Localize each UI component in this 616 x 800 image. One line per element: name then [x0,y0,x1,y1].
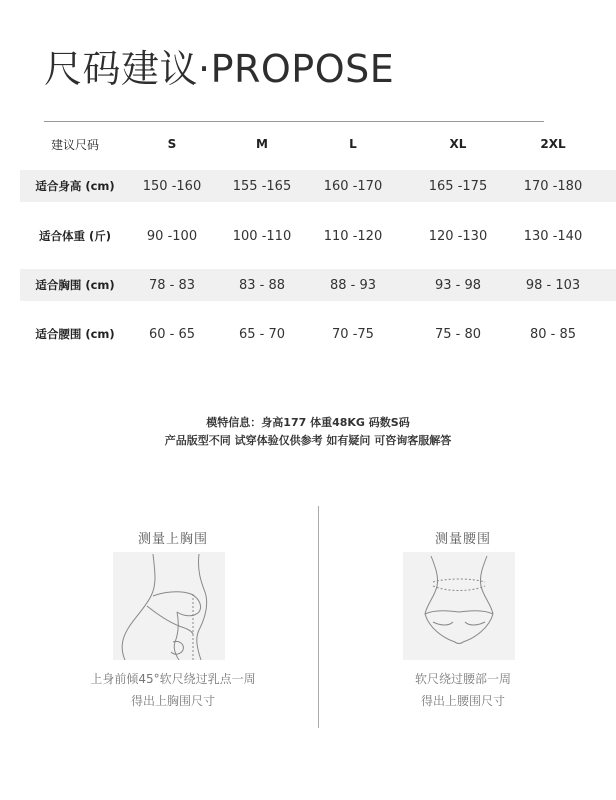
table-cell: 60 - 65 [148,326,196,342]
disclaimer-line: 产品版型不同 试穿体验仅供参考 如有疑问 可咨询客服解答 [164,434,452,447]
size-s: S [167,137,177,151]
size-l: L [349,137,357,151]
table-cell: 80 - 85 [529,326,577,342]
table-row-chest [20,269,616,301]
table-row-height [20,170,616,202]
waist-measure-title: 测量腰围 [434,532,491,547]
chest-measure-note-2: 得出上胸围尺寸 [130,694,215,708]
table-cell: 100 -110 [232,228,292,244]
body-front-outline-icon [403,552,515,660]
table-cell: 88 - 93 [329,277,377,293]
body-side-outline-icon [113,552,225,660]
waist-measure-note: 软尺绕过腰部一周 [414,672,511,686]
table-cell: 75 - 80 [434,326,482,342]
chest-measure-title: 测量上胸围 [137,532,208,547]
table-row-waist [20,318,616,350]
table-cell: 78 - 83 [148,277,196,293]
size-2xl: 2XL [540,137,566,151]
row-label: 适合体重 (斤) [38,229,111,243]
row-label: 适合胸围 (cm) [35,278,115,292]
row-label: 适合腰围 (cm) [35,327,115,341]
table-cell: 130 -140 [523,228,583,244]
table-cell: 155 -165 [232,178,292,194]
row-label: 适合身高 (cm) [35,179,115,193]
table-cell: 65 - 70 [238,326,286,342]
table-header-row [20,128,616,160]
table-cell: 165 -175 [428,178,488,194]
table-cell: 110 -120 [323,228,383,244]
table-cell: 98 - 103 [525,277,581,293]
header-label: 建议尺码 [50,137,99,152]
size-xl: XL [449,137,467,151]
model-info-line: 模特信息：身高177 体重48KG 码数S码 [206,416,410,429]
waist-measure-note-2: 得出上腰围尺寸 [420,694,505,708]
table-cell: 160 -170 [323,178,383,194]
chest-measure-illustration [113,552,225,660]
chest-measure-note: 上身前倾45°软尺绕过乳点一周 [90,672,256,686]
table-cell: 150 -160 [142,178,202,194]
table-cell: 120 -130 [428,228,488,244]
table-cell: 170 -180 [523,178,583,194]
size-m: M [256,137,268,151]
table-row-weight [20,220,616,252]
table-cell: 90 -100 [146,228,198,244]
waist-measure-illustration [403,552,515,660]
page-title: 尺码建议·PROPOSE [44,47,395,91]
title-divider [44,121,544,122]
table-cell: 83 - 88 [238,277,286,293]
table-cell: 70 -75 [332,326,374,342]
table-cell: 93 - 98 [434,277,482,293]
section-divider [318,506,319,728]
